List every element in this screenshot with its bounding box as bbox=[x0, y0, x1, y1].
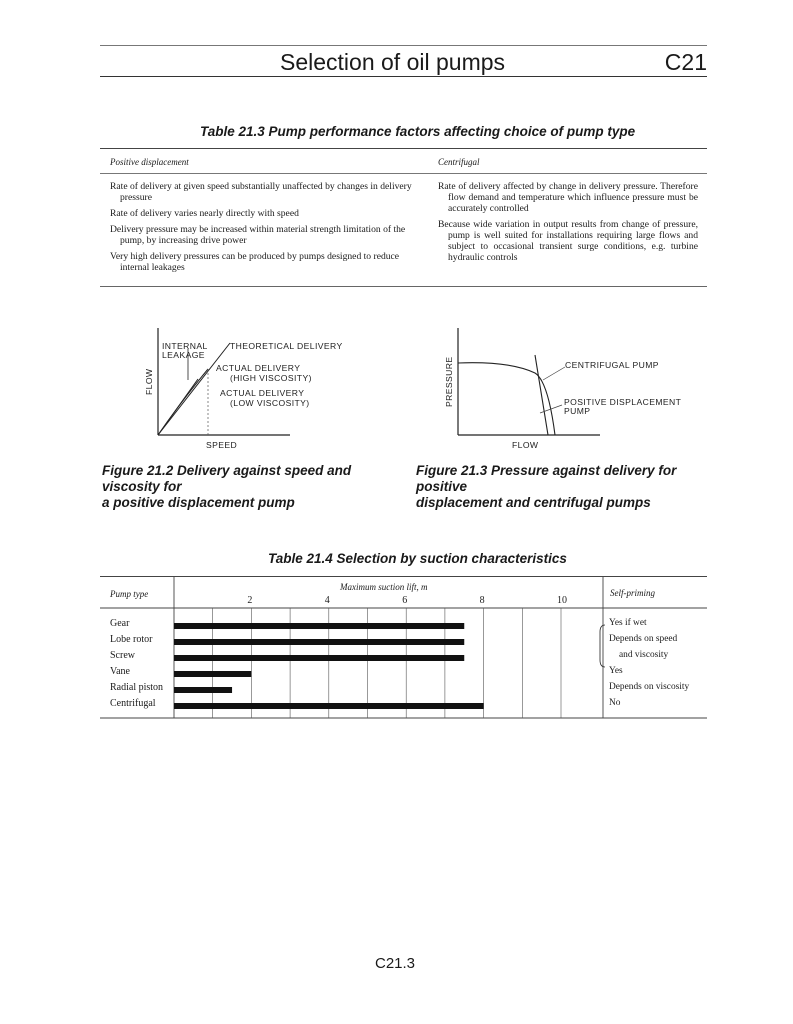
section-code: C21 bbox=[664, 49, 707, 75]
pump-type-cell: Gear bbox=[110, 618, 130, 629]
self-priming-cell: and viscosity bbox=[619, 650, 669, 660]
figure-21-3-caption bbox=[416, 463, 716, 511]
self-priming-cell: Depends on speed bbox=[609, 634, 678, 644]
fig-21-3-x-label: FLOW bbox=[512, 440, 539, 450]
centrifugal-factor: Rate of delivery affected by change in delivery pressure. Therefore flow demand and temperature which influence pressure must be accurately controlled bbox=[438, 181, 698, 214]
label-internal: INTERNAL bbox=[162, 341, 208, 351]
positive-displacement-column bbox=[110, 181, 420, 278]
table-21-3-top-rule bbox=[100, 148, 707, 149]
suction-lift-bar bbox=[174, 623, 464, 629]
label-actual-low-2: (LOW VISCOSITY) bbox=[230, 398, 310, 408]
figure-21-2 bbox=[140, 325, 370, 455]
suction-lift-bar bbox=[174, 639, 464, 645]
page-title: Selection of oil pumps bbox=[280, 49, 506, 75]
fig-21-3-y-label: PRESSURE bbox=[444, 356, 454, 407]
actual-delivery-low-viscosity-curve bbox=[158, 379, 198, 435]
label-positive-displacement: POSITIVE DISPLACEMENT bbox=[564, 397, 682, 407]
table-21-3-header-rule bbox=[100, 173, 707, 174]
pump-type-cell: Vane bbox=[110, 666, 130, 677]
table-21-3-bottom-rule bbox=[100, 286, 707, 287]
centrifugal-factor: Because wide variation in output results from change of pressure, pump is well suited for installations requiring large flows and subject to occasional transient surge conditions, e.g. turbine hydraulic controls bbox=[438, 219, 698, 263]
suction-tick-label: 2 bbox=[247, 595, 253, 606]
table-21-4-caption: Table 21.4 Selection by suction characteristics bbox=[268, 551, 567, 566]
pd-factor: Delivery pressure may be increased within material strength limitation of the pump, by increasing drive power bbox=[110, 224, 406, 246]
priming-brace bbox=[600, 625, 605, 667]
label-actual-high-1: ACTUAL DELIVERY bbox=[216, 363, 301, 373]
self-priming-cell: Yes if wet bbox=[609, 618, 647, 628]
label-pump: PUMP bbox=[564, 406, 591, 416]
fig-21-2-y-label: FLOW bbox=[144, 368, 154, 395]
col-header-centrifugal: Centrifugal bbox=[438, 157, 480, 167]
figure-21-2-caption-line: a positive displacement pump bbox=[102, 495, 295, 510]
pd-factor: Very high delivery pressures can be produced by pumps designed to reduce internal leakages bbox=[110, 251, 400, 273]
self-priming-cell: Depends on viscosity bbox=[609, 682, 690, 692]
self-priming-cell: Yes bbox=[609, 666, 623, 676]
figure-21-3-caption-line: Figure 21.3 Pressure against delivery for positive bbox=[416, 463, 677, 494]
suction-lift-bar bbox=[174, 671, 251, 677]
header-top-rule bbox=[100, 45, 707, 46]
label-theoretical-delivery: THEORETICAL DELIVERY bbox=[230, 341, 343, 351]
figure-21-3-caption-line: displacement and centrifugal pumps bbox=[416, 495, 651, 510]
suction-lift-bar bbox=[174, 703, 484, 709]
figure-21-2-caption bbox=[102, 463, 402, 511]
suction-scale-ticks bbox=[247, 595, 567, 606]
figure-21-2-caption-line: Figure 21.2 Delivery against speed and viscosity for bbox=[102, 463, 352, 494]
suction-lift-bar bbox=[174, 687, 232, 693]
centrifugal-column bbox=[438, 181, 698, 268]
centrifugal-leader bbox=[543, 367, 565, 380]
table-21-3-caption: Table 21.3 Pump performance factors affecting choice of pump type bbox=[200, 124, 636, 139]
header-pump-type: Pump type bbox=[110, 589, 149, 599]
suction-lift-bar bbox=[174, 655, 464, 661]
label-actual-high-2: (HIGH VISCOSITY) bbox=[230, 373, 312, 383]
suction-tick-label: 6 bbox=[402, 595, 408, 606]
page-number: C21.3 bbox=[375, 955, 416, 972]
suction-tick-label: 10 bbox=[557, 595, 567, 606]
pump-type-cell: Screw bbox=[110, 650, 135, 661]
pump-type-cell: Radial piston bbox=[110, 682, 164, 693]
pump-type-cell: Centrifugal bbox=[110, 698, 156, 709]
self-priming-cell: No bbox=[609, 698, 621, 708]
pump-type-cell: Lobe rotor bbox=[110, 634, 153, 645]
centrifugal-pump-curve bbox=[458, 363, 555, 435]
header-bottom-rule bbox=[100, 76, 707, 77]
suction-tick-label: 8 bbox=[479, 595, 485, 606]
pd-factor: Rate of delivery varies nearly directly with speed bbox=[110, 208, 299, 219]
suction-tick-label: 4 bbox=[324, 595, 330, 606]
pd-factor: Rate of delivery at given speed substantially unaffected by changes in delivery pressure bbox=[110, 181, 412, 203]
figure-21-3 bbox=[440, 325, 720, 455]
label-centrifugal-pump: CENTRIFUGAL PUMP bbox=[565, 360, 659, 370]
label-leakage: LEAKAGE bbox=[162, 350, 205, 360]
col-header-positive-displacement: Positive displacement bbox=[110, 157, 189, 167]
fig-21-2-x-label: SPEED bbox=[206, 440, 238, 450]
header-max-suction-lift: Maximum suction lift, m bbox=[340, 582, 428, 592]
header-self-priming: Self-priming bbox=[610, 588, 655, 598]
label-actual-low-1: ACTUAL DELIVERY bbox=[220, 388, 305, 398]
positive-displacement-line bbox=[535, 355, 548, 435]
